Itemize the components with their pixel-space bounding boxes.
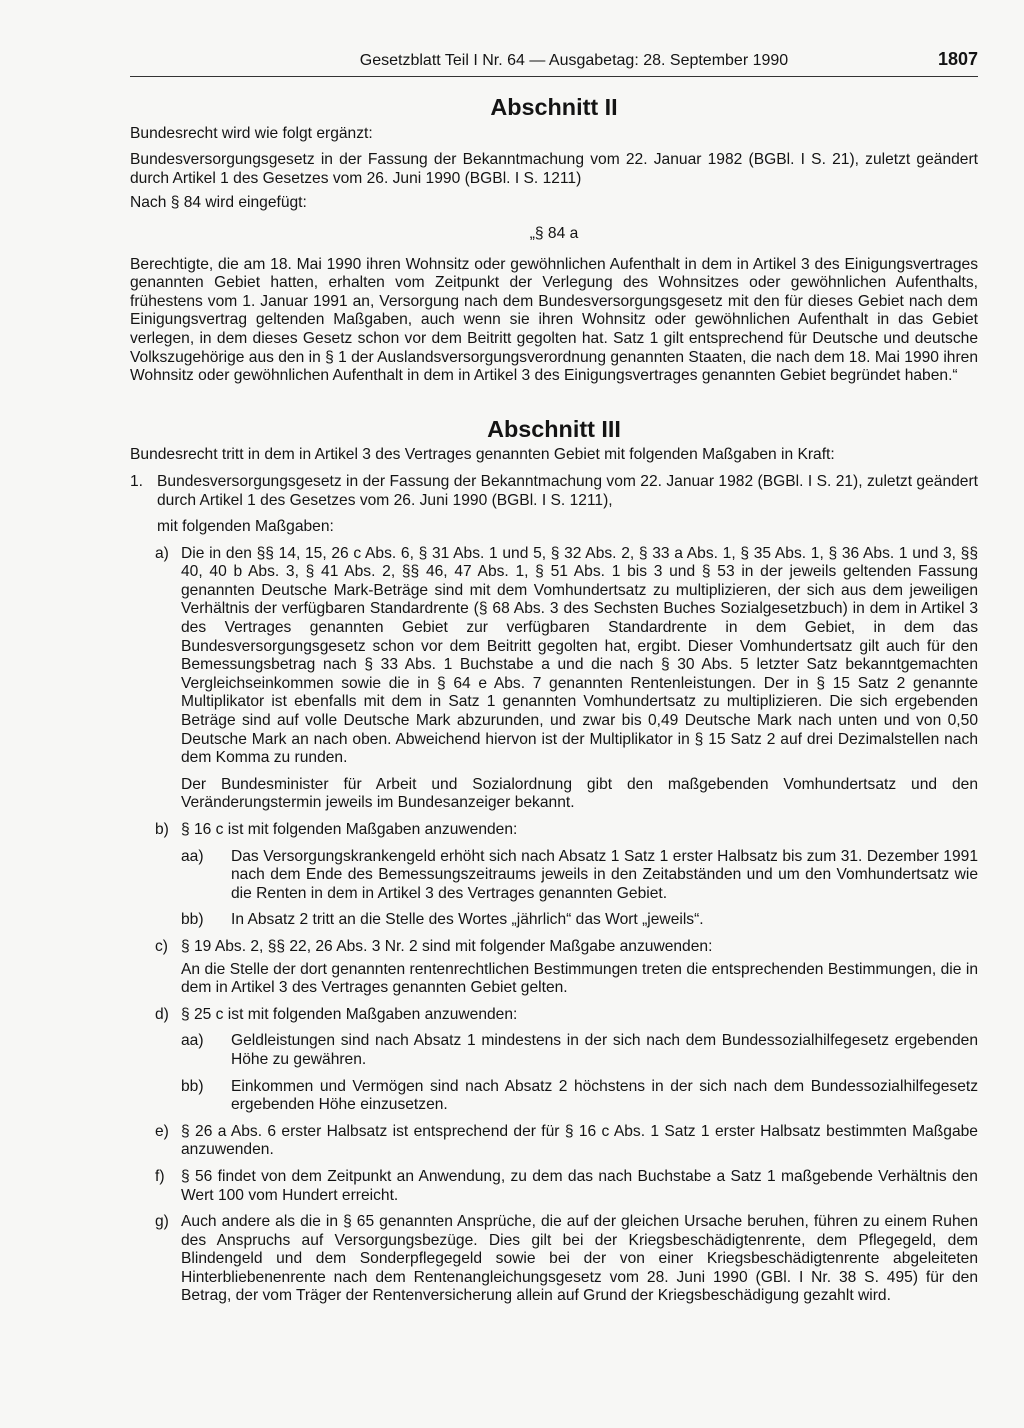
paragraph: Nach § 84 wird eingefügt: [130, 194, 307, 212]
list-label: d) [155, 1005, 169, 1023]
list-item-b-aa [130, 848, 978, 904]
list-item-text: Auch andere als die in § 65 genannten Ansprüche, die auf der gleichen Ursache beruhen, führen zu einem Ruhen des Anspruchs auf Versorgungsbezüge. Dies gilt bei der Kriegsbeschädigtenrente, dem Pflegegeld, dem Blindengeld und dem Sonderpflegegeld sowie bei der von einer Kriegsbeschädigtenrente abgeleiteten Hinterbliebenenrente nach dem Rentenangleichungsgesetz vom 28. Juni 1990 (GBl. I Nr. 38 S. 495) für den Betrag, der vom Träger der Rentenversicherung allein auf Grund der Kriegsbeschädigung gezahlt wird. [181, 1213, 978, 1305]
list-item-d-bb [130, 1078, 978, 1115]
list-item-text: § 16 c ist mit folgenden Maßgaben anzuwenden: [181, 821, 518, 838]
list-item-text: Die in den §§ 14, 15, 26 c Abs. 6, § 31 Abs. 1 und 5, § 32 Abs. 2, § 33 a Abs. 1, § 35 Abs. 1, § 36 Abs. 1 und 3, §§ 40, 40 b Abs. 3, § 41 Abs. 2, §§ 46, 47 Abs. 1, § 51 Abs. 1 bis 3 und § 53 in der jeweils geltenden Fassung genannten Deutsche Mark-Beträge sind mit dem Vomhundertsatz zu multiplizieren, der sich aus dem jeweiligen Verhältnis der verfügbaren Standardrente (§ 68 Abs. 3 des Sechsten Buches Sozialgesetzbuch) in dem in Artikel 3 des Vertrages genannten Gebiet zur verfügbaren Standardrente in dem Gebiet, in dem das Bundesversorgungsgesetz schon vor dem Beitritt gegolten hat, ergibt. Dieser Vomhundertsatz gilt auch für den Bemessungsbetrag nach § 33 Abs. 1 Buchstabe a und die nach § 30 Abs. 5 letzter Satz bekanntgemachten Vergleichseinkommen sowie die in § 64 e Abs. 7 genannten Rentenleistungen. Der in § 15 Satz 2 genannte Multiplikator ist ebenfalls mit dem in Satz 1 genannten Vomhundertsatz zu multiplizieren. Die sich ergebenden Beträge sind auf volle Deutsche Mark abzurunden, und zwar bis 0,49 Deutsche Mark nach unten und von 0,50 Deutsche Mark an nach oben. Abweichend hiervon ist der Multiplikator in § 15 Satz 2 auf drei Dezimalstellen nach dem Komma zu runden. [181, 544, 978, 767]
list-item-text: § 56 findet von dem Zeitpunkt an Anwendung, zu dem das nach Buchstabe a Satz 1 maßgebende Verhältnis den Wert 100 vom Hundert erreicht. [181, 1167, 978, 1204]
list-label: g) [155, 1213, 169, 1231]
paragraph-84a: Berechtigte, die am 18. Mai 1990 ihren Wohnsitz oder gewöhnlichen Aufenthalt in dem in Artikel 3 des Einigungsvertrages genannten Gebiet hatten, erhalten vom Zeitpunkt der Verlegung des Wohnsitzes oder gewöhnlichen Aufenthalts, frühestens vom 1. Januar 1991 an, Versorgung nach dem Bundesversorgungsgesetz mit den für dieses Gebiet nach dem Einigungsvertrag geltenden Maßgaben, auch wenn sie ihren Wohnsitz oder gewöhnlichen Aufenthalt in das Gebiet verlegen, in dem dieses Gesetz schon vor dem Beitritt gegolten hat. Satz 1 gilt entsprechend für Deutsche und deutsche Volkszugehörige aus den in § 1 der Auslandsversorgungsverordnung genannten Staaten, die nach dem 18. Mai 1990 ihren Wohnsitz oder gewöhnlichen Aufenthalt in dem in Artikel 3 des Einigungsvertrages genannten Gebiet begründet haben.“ [130, 255, 978, 385]
paragraph: Bundesrecht wird wie folgt ergänzt: [130, 124, 373, 142]
list-item-text: In Absatz 2 tritt an die Stelle des Wortes „jährlich“ das Wort „jeweils“. [231, 911, 704, 929]
running-head: Gesetzblatt Teil I Nr. 64 — Ausgabetag: 28. September 1990 [359, 52, 789, 69]
list-item-g [130, 1213, 978, 1306]
list-item-text: Der Bundesminister für Arbeit und Sozialordnung gibt den maßgebenden Vomhundertsatz und den Veränderungstermin jeweils im Bundesanzeiger bekannt. [181, 775, 978, 812]
header-rule [130, 76, 978, 77]
list-label: bb) [181, 911, 204, 929]
list-label: aa) [181, 1032, 204, 1050]
list-label: e) [155, 1122, 169, 1140]
list-item-d-aa [130, 1032, 978, 1069]
list-item-d [130, 1006, 978, 1025]
list-item-text: An die Stelle der dort genannten rentenrechtlichen Bestimmungen treten die entsprechenden Bestimmungen, die in dem in Artikel 3 des Vertrages genannten Gebiet gelten. [181, 960, 978, 997]
list-item-text: Das Versorgungskrankengeld erhöht sich nach Absatz 1 Satz 1 erster Halbsatz bis zum 31. Dezember 1991 nach dem Ende des Bemessungszeitraums jeweils in den Zeitabständen und um den Vomhundertsatz wie die Renten in dem in Artikel 3 des Vertrages genannten Gebiet. [231, 847, 978, 902]
page-number: 1807 [937, 49, 978, 69]
list-item-f [130, 1168, 978, 1205]
section-title-2: Abschnitt II [490, 94, 618, 120]
list-item-text: Einkommen und Vermögen sind nach Absatz 2 höchstens in der sich nach dem Bundessozialhilfegesetz ergebenden Höhe einzusetzen. [231, 1077, 978, 1114]
list-label: a) [155, 544, 169, 562]
list-item-text: § 19 Abs. 2, §§ 22, 26 Abs. 3 Nr. 2 sind mit folgender Maßgabe anzuwenden: [181, 937, 713, 955]
page-header [130, 49, 978, 74]
document-body [130, 94, 978, 1306]
list-label: f) [155, 1167, 165, 1185]
list-item-text: mit folgenden Maßgaben: [157, 518, 334, 536]
list-item-text: Geldleistungen sind nach Absatz 1 mindestens in der sich nach dem Bundessozialhilfegesetz ergebenden Höhe zu gewähren. [231, 1032, 978, 1068]
list-label: 1. [130, 472, 144, 490]
paragraph: Bundesversorgungsgesetz in der Fassung der Bekanntmachung vom 22. Januar 1982 (BGBl. I S. 21), zuletzt geändert durch Artikel 1 des Gesetzes vom 26. Juni 1990 (BGBl. I S. 1211) [130, 151, 978, 187]
list-label: c) [155, 937, 168, 955]
list-item-1 [130, 473, 978, 537]
list-item-text: § 26 a Abs. 6 erster Halbsatz ist entsprechend der für § 16 c Abs. 1 Satz 1 erster Halbsatz bestimmten Maßgabe anzuwenden. [181, 1122, 978, 1159]
list-item-a [130, 545, 978, 813]
list-item-e [130, 1123, 978, 1160]
section-title-3: Abschnitt III [487, 415, 621, 442]
list-label: bb) [181, 1077, 204, 1095]
list-label: b) [155, 821, 169, 838]
list-item-text: Bundesversorgungsgesetz in der Fassung der Bekanntmachung vom 22. Januar 1982 (BGBl. I S. 21), zuletzt geändert durch Artikel 1 des Gesetzes vom 26. Juni 1990 (BGBl. I S. 1211), [157, 472, 978, 509]
list-label: aa) [181, 847, 204, 865]
paragraph: Bundesrecht tritt in dem in Artikel 3 des Vertrages genannten Gebiet mit folgenden Maßgaben in Kraft: [130, 446, 835, 464]
paragraph-heading: „§ 84 a [529, 224, 579, 242]
list-item-c [130, 938, 978, 998]
list-item-b-bb [130, 911, 978, 930]
list-item-text: § 25 c ist mit folgenden Maßgaben anzuwenden: [181, 1005, 518, 1023]
list-item-b [130, 821, 978, 840]
